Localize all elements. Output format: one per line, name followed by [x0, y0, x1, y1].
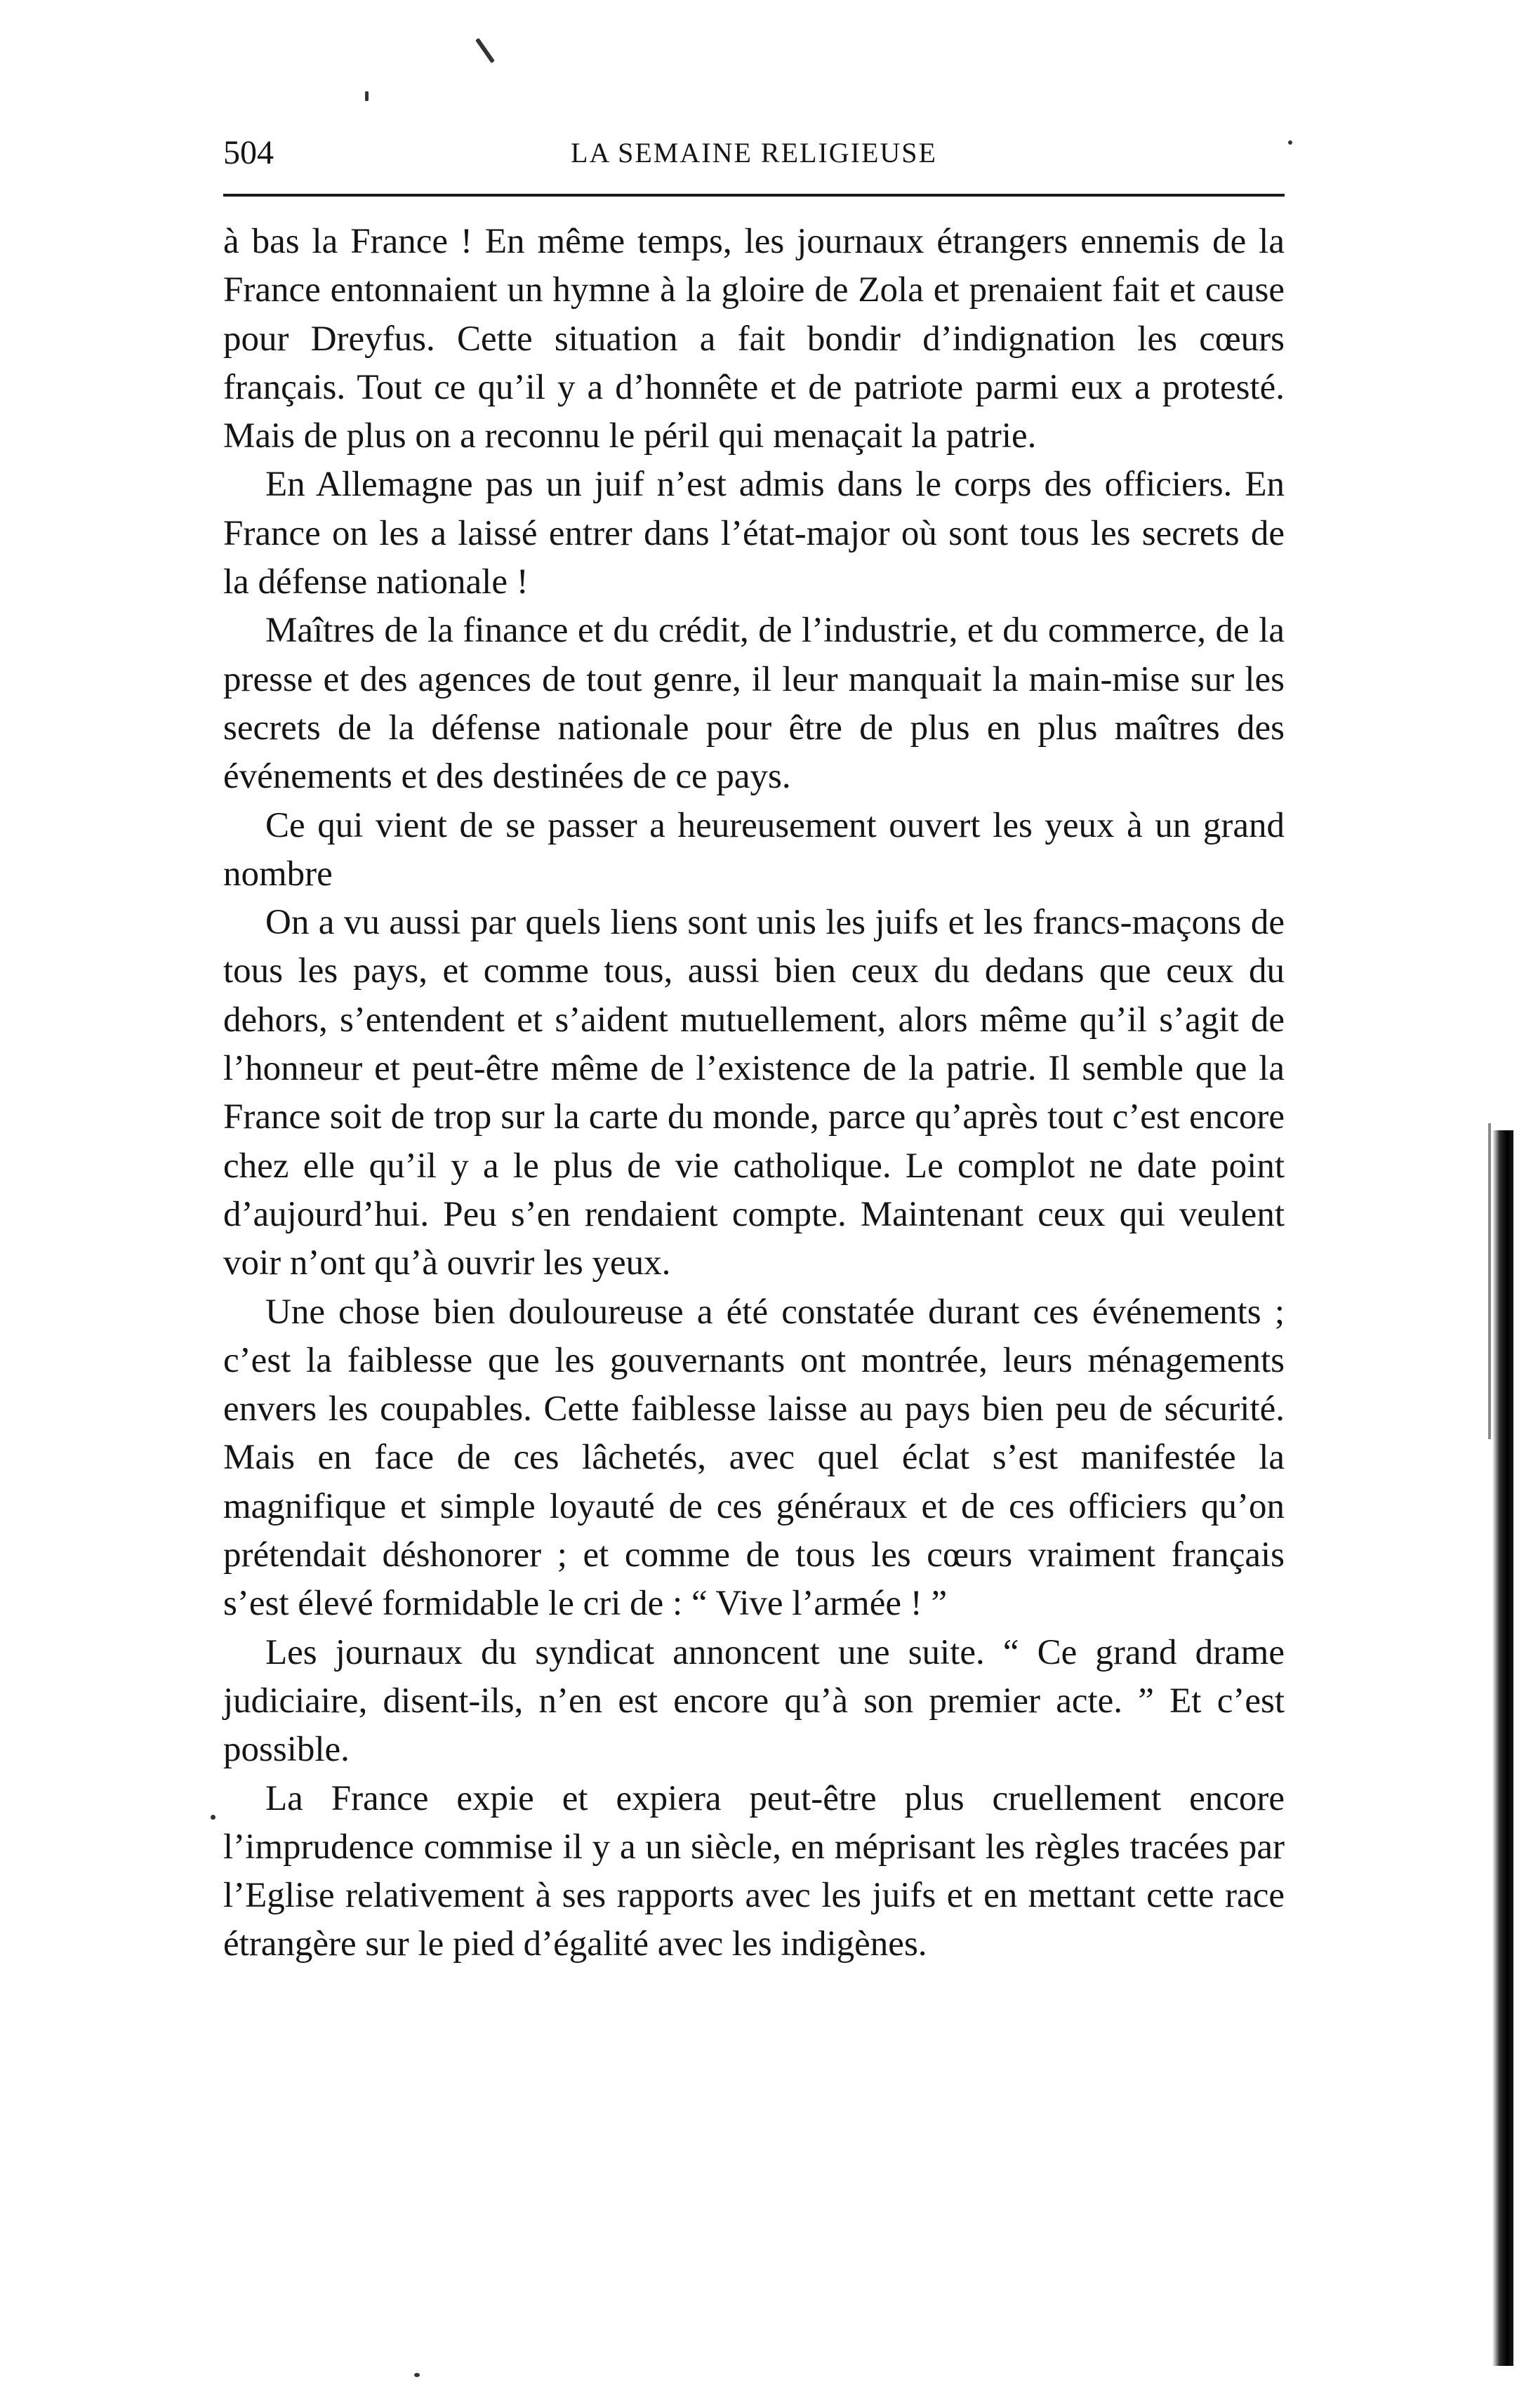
- body-text: [223, 218, 1285, 1969]
- page-header: [223, 132, 1285, 174]
- paragraph: On a vu aussi par quels liens sont unis les juifs et les francs-maçons de tous les pays, et comme tous, aussi bien ceux du dedans que ceux du dehors, s’entendent et s’aident mutuellement, alors même qu’il s’agit de l’honneur et peut-être même de l’existence de la patrie. Il semble que la France soit de trop sur la carte du monde, parce qu’après tout c’est encore chez elle qu’il y a le plus de vie catholique. Le complot ne date point d’aujourd’hui. Peu s’en rendaient compte. Maintenant ceux qui veulent voir n’ont qu’à ouvrir les yeux.: [223, 903, 1285, 1283]
- paragraph: Les journaux du syndicat annoncent une suite. “ Ce grand drame judiciaire, disent-ils, n’en est encore qu’à son premier acte. ” Et c’est possible.: [223, 1632, 1285, 1770]
- scan-speck: [1288, 140, 1292, 145]
- running-title: LA SEMAINE RELIGIEUSE: [571, 137, 937, 168]
- paragraph: Une chose bien douloureuse a été constatée durant ces événements ; c’est la faiblesse que les gouvernants ont montrée, leurs ménagements envers les coupables. Cette faiblesse laisse au pays bien peu de sécurité. Mais en face de ces lâchetés, avec quel éclat s’est manifestée la magnifique et simple loyauté de ces généraux et de ces officiers qu’on prétendait déshonorer ; et comme de tous les cœurs vraiment français s’est élevé formidable le cri de : “ Vive l’armée ! ”: [223, 1292, 1285, 1624]
- page-number: 504: [223, 134, 274, 171]
- scan-speck: [211, 1815, 216, 1820]
- paragraph: à bas la France ! En même temps, les journaux étrangers ennemis de la France entonnaient un hymne à la gloire de Zola et prenaient fait et cause pour Dreyfus. Cette situation a fait bondir d’indignation les cœurs français. Tout ce qu’il y a d’honnête et de patriote parmi eux a protesté. Mais de plus on a reconnu le péril qui menaçait la patrie.: [223, 222, 1285, 456]
- header-rule: [223, 194, 1285, 197]
- scan-speck: [365, 91, 369, 101]
- scan-speck: [475, 38, 495, 63]
- scan-edge-binding: [1492, 1130, 1513, 2366]
- paragraph: En Allemagne pas un juif n’est admis dans le corps des officiers. En France on les a laissé entrer dans l’état-major où sont tous les secrets de la défense nationale !: [223, 465, 1285, 602]
- scan-speck: [414, 2373, 420, 2377]
- paragraph: La France expie et expiera peut-être plus cruellement encore l’imprudence commise il y a un siècle, en méprisant les règles tracées par l’Eglise relativement à ses rapports avec les juifs et en mettant cette race étrangère sur le pied d’égalité avec les indigènes.: [223, 1778, 1285, 1964]
- scan-edge-shadow: [1488, 1123, 1491, 1439]
- paragraph: Maîtres de la finance et du crédit, de l’industrie, et du commerce, de la presse et des agences de tout genre, il leur manquait la main-mise sur les secrets de la défense nationale pour être de plus en plus maîtres des événements et des destinées de ce pays.: [223, 611, 1285, 797]
- paragraph: Ce qui vient de se passer a heureusement ouvert les yeux à un grand nombre: [223, 805, 1285, 894]
